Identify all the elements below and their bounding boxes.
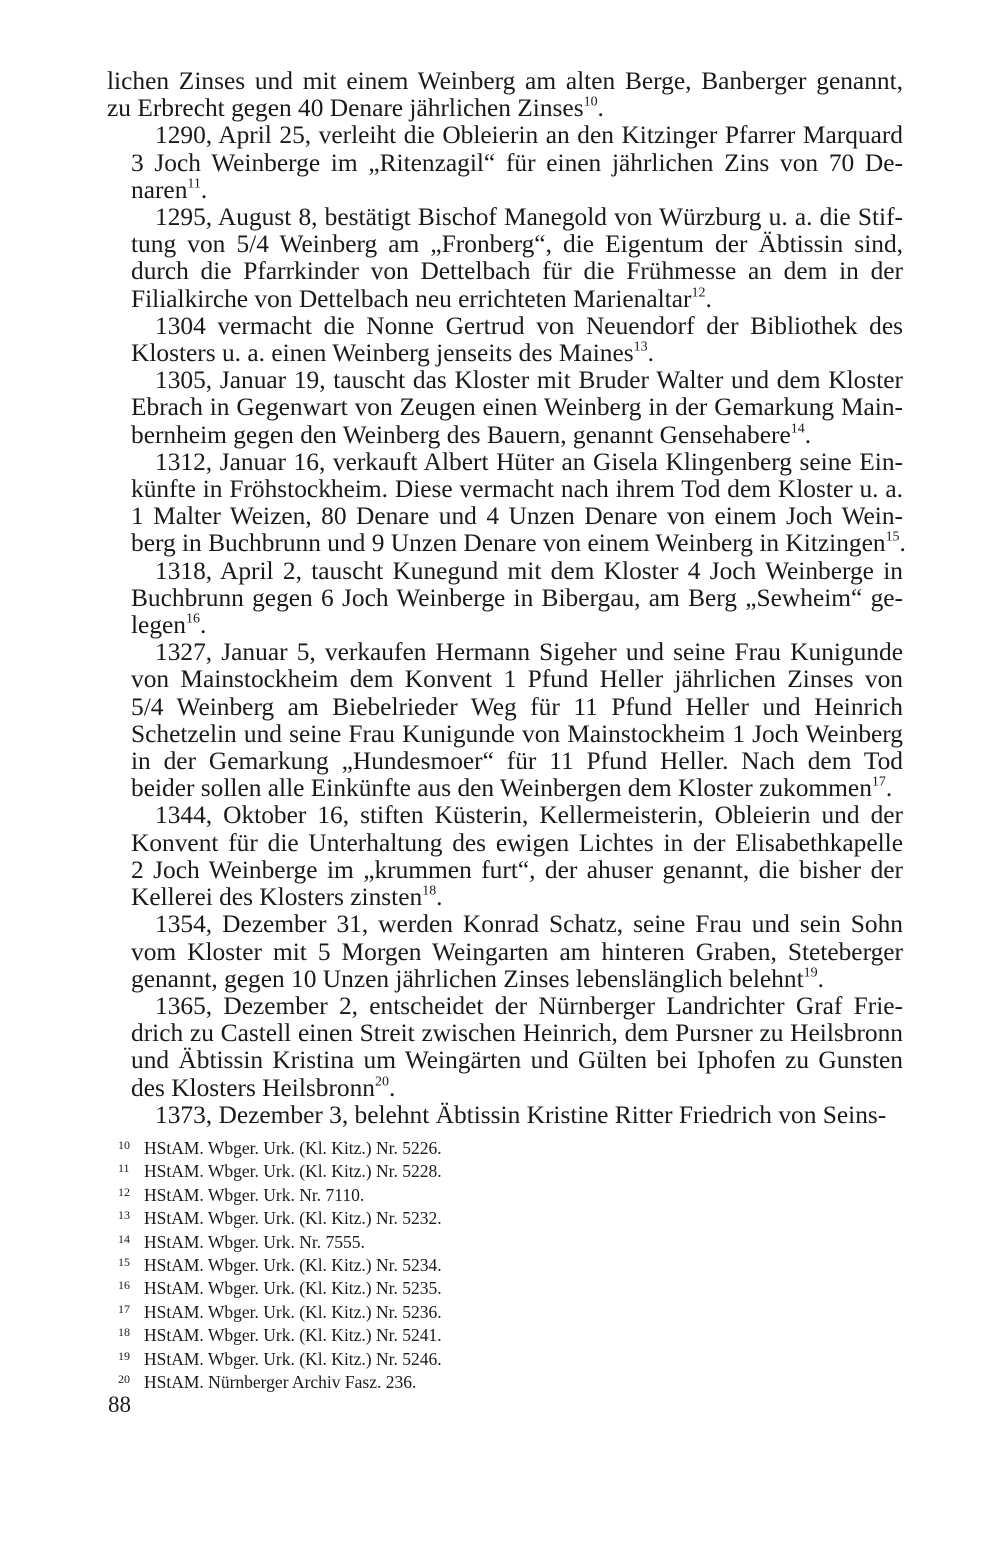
footnote-number: 12 <box>118 1184 130 1199</box>
footnote <box>118 1346 442 1369</box>
trailing-punctuation: . <box>899 529 906 558</box>
footnote <box>118 1229 442 1252</box>
text-line: 1318, April 2, tauscht Kunegund mit dem Kloster 4 Joch Weinberge in <box>155 556 903 585</box>
page-number: 88 <box>108 1392 131 1417</box>
footnote-number: 14 <box>118 1231 130 1246</box>
text-line: Buchbrunn gegen 6 Joch Weinberge in Bibergau, am Berg „Sewheim“ ge- <box>131 583 903 612</box>
paragraph <box>107 313 903 367</box>
text-line: tung von 5/4 Weinberg am „Fronberg“, die Eigentum der Äbtissin sind, <box>131 230 903 259</box>
footnote-text: HStAM. Nürnberger Archiv Fasz. 236. <box>144 1372 417 1393</box>
text-line: 1290, April 25, verleiht die Obleierin an den Kitzinger Pfarrer Marquard <box>155 121 903 150</box>
paragraph <box>107 122 903 204</box>
footnote-reference: 14 <box>790 421 805 437</box>
text-line: Konvent für die Unterhaltung des ewigen Lichtes in der Elisabethkapelle <box>131 828 903 857</box>
paragraph <box>107 68 903 122</box>
trailing-punctuation: . <box>436 883 443 912</box>
footnote-text: HStAM. Wbger. Urk. (Kl. Kitz.) Nr. 5235. <box>144 1278 442 1299</box>
text-line: 2 Joch Weinberge im „krummen furt“, der ahuser genannt, die bisher der <box>131 855 903 884</box>
text-line: 1305, Januar 19, tauscht das Kloster mit Bruder Walter und dem Kloster <box>155 366 903 395</box>
text-line: drich zu Castell einen Streit zwischen Heinrich, dem Pursner zu Heilsbronn <box>131 1019 903 1048</box>
trailing-punctuation: . <box>597 94 604 123</box>
footnote <box>118 1205 442 1228</box>
text-line: durch die Pfarrkinder von Dettelbach für die Frühmesse an dem in der <box>131 257 903 286</box>
footnote-reference: 13 <box>633 339 648 355</box>
paragraph <box>107 1102 903 1129</box>
text-line: berg in Buchbrunn und 9 Unzen Denare von einem Weinberg in Kitzingen$^{15}$. <box>131 529 906 558</box>
footnote-reference: 16 <box>185 611 200 627</box>
footnote <box>118 1275 442 1298</box>
text-line: Kellerei des Klosters zinsten$^{18}$. <box>131 883 443 912</box>
footnote <box>118 1182 442 1205</box>
text-line: 3 Joch Weinberge im „Ritenzagil“ für einen jährlichen Zins von 70 De- <box>131 148 903 177</box>
footnote-reference: 11 <box>187 176 201 192</box>
footnote-reference: 10 <box>583 94 598 110</box>
text-line: Schetzelin und seine Frau Kunigunde von Mainstockheim 1 Joch Weinberg <box>131 719 903 748</box>
trailing-punctuation: . <box>705 284 712 313</box>
paragraph <box>107 639 903 802</box>
footnote-text: HStAM. Wbger. Urk. (Kl. Kitz.) Nr. 5232. <box>144 1208 442 1229</box>
trailing-punctuation: . <box>199 611 207 640</box>
text-line: von Mainstockheim dem Konvent 1 Pfund Heller jährlichen Zinses von <box>131 665 903 694</box>
footnote-number: 10 <box>118 1138 130 1152</box>
trailing-punctuation: . <box>388 1073 396 1102</box>
footnote-number: 16 <box>118 1278 130 1293</box>
footnote-text: HStAM. Wbger. Urk. (Kl. Kitz.) Nr. 5226. <box>144 1138 442 1158</box>
text-line: 1 Malter Weizen, 80 Denare und 4 Unzen Denare von einem Joch Wein- <box>131 502 903 531</box>
text-line: Ebrach in Gegenwart von Zeugen einen Weinberg in der Gemarkung Main- <box>131 393 903 422</box>
trailing-punctuation: . <box>885 774 893 803</box>
text-line: 5/4 Weinberg am Biebelrieder Weg für 11 Pfund Heller und Heinrich <box>131 692 903 721</box>
footnote <box>118 1135 442 1158</box>
footnote-text: HStAM. Wbger. Urk. Nr. 7110. <box>144 1184 365 1205</box>
text-line: vom Kloster mit 5 Morgen Weingarten am hinteren Graben, Steteberger <box>131 937 903 966</box>
text-line: des Klosters Heilsbronn$^{20}$. <box>131 1073 396 1102</box>
footnote-reference: 18 <box>422 883 437 899</box>
text-line: und Äbtissin Kristina um Weingärten und Gülten bei Iphofen zu Gunsten <box>131 1046 903 1075</box>
footnote-reference: 15 <box>885 529 900 545</box>
footnote-number: 13 <box>118 1208 130 1223</box>
footnote-reference: 19 <box>803 965 818 981</box>
text-line: beider sollen alle Einkünfte aus den Weinbergen dem Kloster zukommen$^{17}$. <box>131 774 893 803</box>
text-line: legen$^{16}$. <box>131 611 207 640</box>
text-line: 1312, Januar 16, verkauft Albert Hüter an Gisela Klingenberg seine Ein- <box>155 447 903 476</box>
trailing-punctuation: . <box>647 339 654 368</box>
footnote-reference: 17 <box>871 774 886 790</box>
footnote-number: 11 <box>118 1161 130 1176</box>
footnote-text: HStAM. Wbger. Urk. Nr. 7555. <box>144 1231 365 1252</box>
paragraph <box>107 204 903 313</box>
footnote-number: 17 <box>118 1301 130 1316</box>
trailing-punctuation: . <box>817 964 824 993</box>
text-line: naren$^{11}$. <box>131 175 208 204</box>
footnote-text: HStAM. Wbger. Urk. (Kl. Kitz.) Nr. 5236. <box>144 1301 442 1322</box>
footnote-number: 19 <box>118 1348 130 1363</box>
footnote <box>118 1369 442 1392</box>
text-line: Klosters u. a. einen Weinberg jenseits des Maines$^{13}$. <box>131 339 654 368</box>
paragraph <box>107 447 906 558</box>
main-text <box>107 67 906 1129</box>
text-line: 1295, August 8, bestätigt Bischof Manegold von Würzburg u. a. die Stif- <box>155 203 903 232</box>
text-line: 1304 vermacht die Nonne Gertrud von Neuendorf der Bibliothek des <box>155 311 903 340</box>
footnote-text: HStAM. Wbger. Urk. (Kl. Kitz.) Nr. 5246. <box>144 1348 442 1369</box>
trailing-punctuation: . <box>200 175 208 204</box>
text-line: genannt, gegen 10 Unzen jährlichen Zinses lebenslänglich belehnt$^{19}$. <box>131 964 824 993</box>
footnote-text: HStAM. Wbger. Urk. (Kl. Kitz.) Nr. 5234. <box>144 1255 442 1276</box>
paragraph <box>107 558 903 640</box>
footnote <box>118 1158 442 1181</box>
footnote-number: 18 <box>118 1325 130 1340</box>
text-line: 1327, Januar 5, verkaufen Hermann Sigeher und seine Frau Kunigunde <box>155 638 903 667</box>
text-line: in der Gemarkung „Hundesmoer“ für 11 Pfund Heller. Nach dem Tod <box>131 747 903 776</box>
footnote-reference: 20 <box>375 1074 389 1090</box>
footnote <box>118 1299 442 1322</box>
paragraph <box>107 993 903 1102</box>
text-line: bernheim gegen den Weinberg des Bauern, genannt Gensehabere$^{14}$. <box>131 420 812 449</box>
footnote-number: 15 <box>118 1255 130 1270</box>
text-line: künfte in Fröhstockheim. Diese vermacht nach ihrem Tod dem Kloster u. a. <box>131 475 903 504</box>
text-line: lichen Zinses und mit einem Weinberg am alten Berge, Banberger genannt, <box>107 67 903 95</box>
text-line: 1365, Dezember 2, entscheidet der Nürnberger Landrichter Graf Frie- <box>155 991 903 1020</box>
text-line: 1354, Dezember 31, werden Konrad Schatz, seine Frau und sein Sohn <box>155 910 903 939</box>
text-line: Filialkirche von Dettelbach neu errichteten Marienaltar$^{12}$. <box>131 284 712 313</box>
footnote <box>118 1322 442 1345</box>
trailing-punctuation: . <box>804 420 812 449</box>
footnote-reference: 12 <box>691 285 706 301</box>
footnotes <box>118 1135 442 1392</box>
paragraph <box>107 911 903 993</box>
footnote-number: 20 <box>118 1372 130 1387</box>
footnote <box>118 1252 442 1275</box>
text-line: zu Erbrecht gegen 40 Denare jährlichen Zinses$^{10}$. <box>107 94 604 123</box>
footnote-text: HStAM. Wbger. Urk. (Kl. Kitz.) Nr. 5228. <box>144 1161 442 1182</box>
text-line: 1344, Oktober 16, stiften Küsterin, Kellermeisterin, Obleierin und der <box>155 801 903 830</box>
paragraph <box>107 367 903 449</box>
paragraph <box>107 802 903 911</box>
footnote-text: HStAM. Wbger. Urk. (Kl. Kitz.) Nr. 5241. <box>144 1325 442 1346</box>
text-line: 1373, Dezember 3, belehnt Äbtissin Kristine Ritter Friedrich von Seins- <box>155 1100 887 1129</box>
